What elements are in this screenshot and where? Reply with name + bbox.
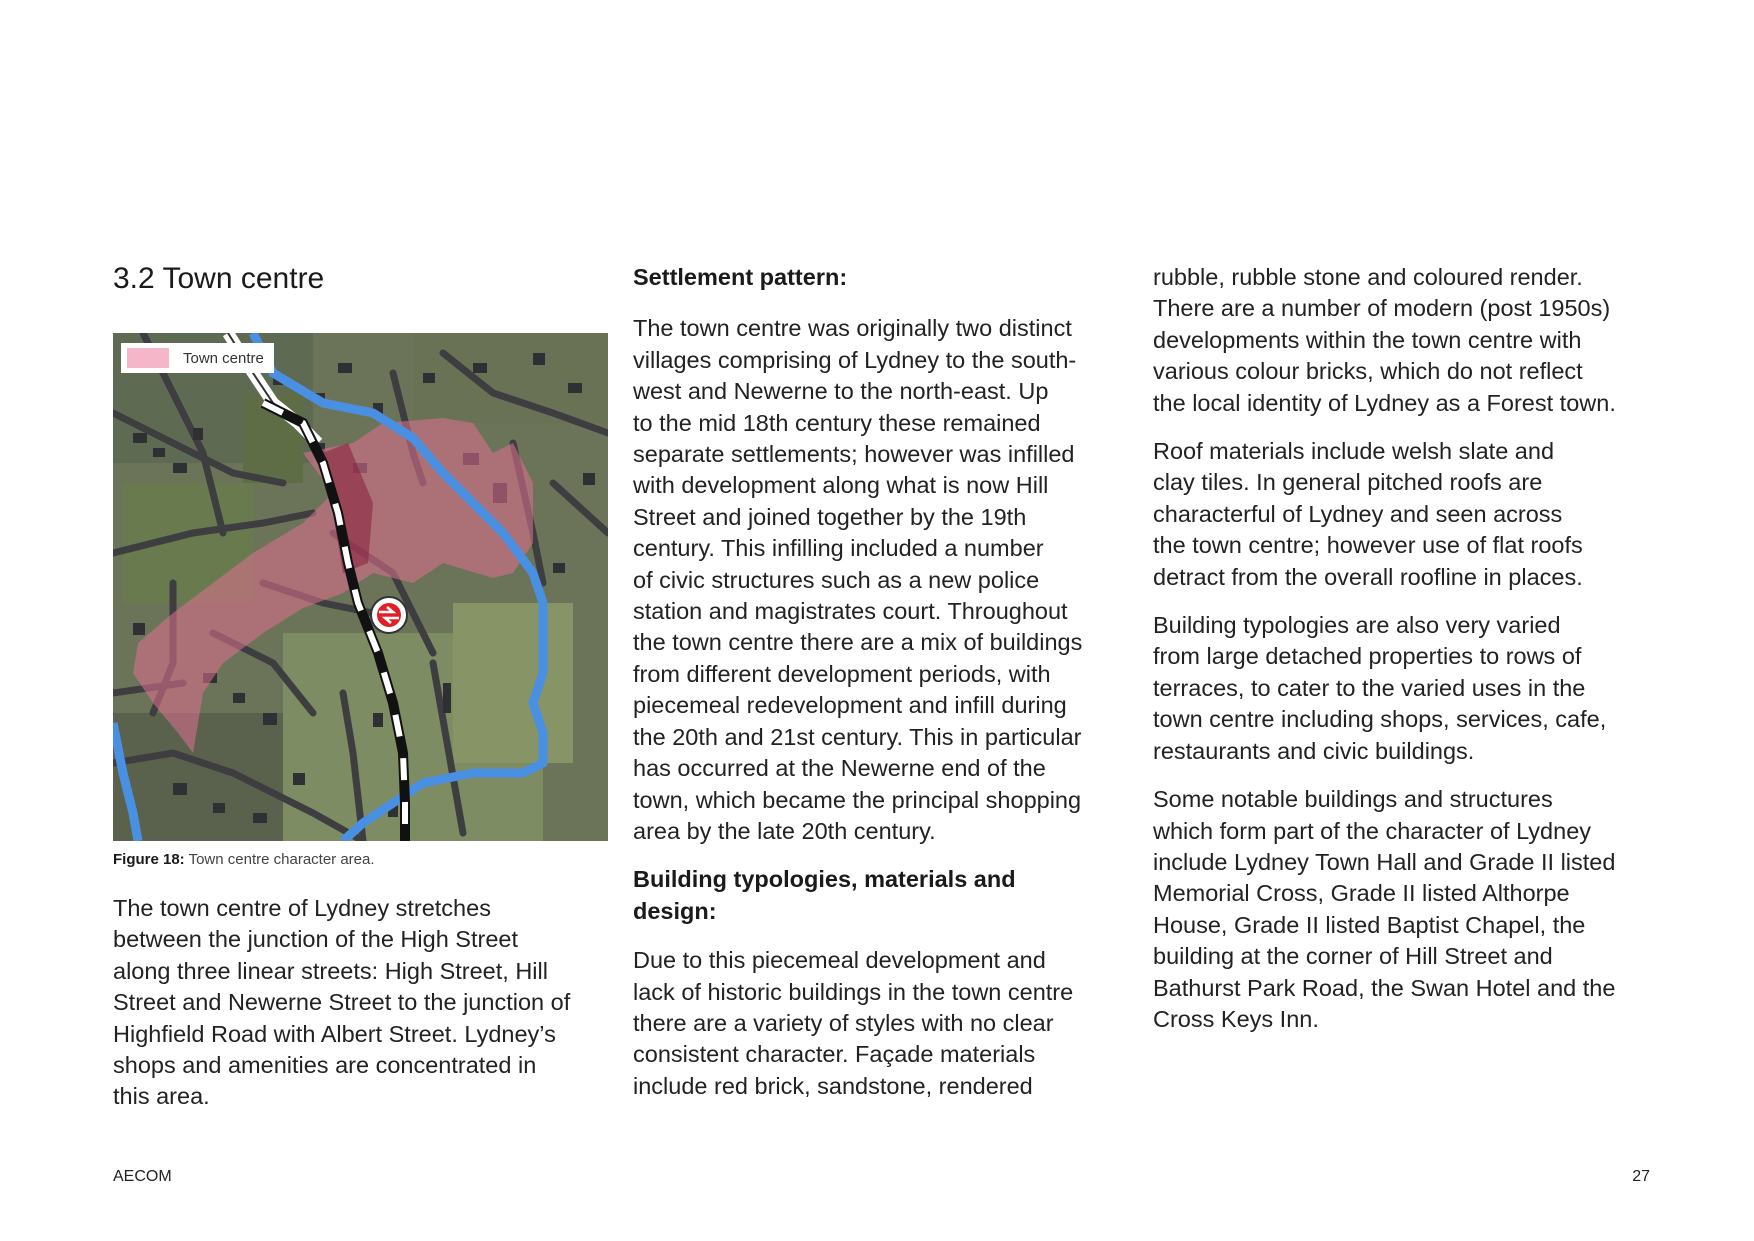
column-2: [633, 262, 1133, 1102]
figure-caption-label: Figure 18:: [113, 851, 185, 868]
legend-label: Town centre: [183, 349, 264, 367]
section-title: 3.2 Town centre: [113, 262, 325, 295]
figure-caption-text: Town centre character area.: [188, 851, 375, 868]
footer-publisher: AECOM: [113, 1168, 172, 1185]
notable-buildings-paragraph: Some notable buildings and structures which form part of the character of Lydney include Lydney Town Hall and Grade II listed Memorial Cross, Grade II listed Althorpe House, Grade II listed Baptist Chapel, the building at the corner of Hill Street and Bathurst Park Road, the Swan Hotel and the Cross Keys Inn.: [1153, 786, 1616, 1032]
materials-paragraph: rubble, rubble stone and coloured render. There are a number of modern (post 1950s) developments within the town centre with various colour bricks, which do not reflect the local identity of Lydney as a Forest town.: [1153, 264, 1616, 416]
column-3: [1153, 262, 1713, 1035]
settlement-pattern-heading: Settlement pattern:: [633, 264, 848, 290]
town-centre-map: [113, 333, 608, 841]
aerial-map-image: [113, 333, 608, 841]
settlement-pattern-paragraph: The town centre was originally two distinct villages comprising of Lydney to the south- west and Newerne to the north-east. Up to the mid 18th century these remained separate settlements; however was infilled with development along what is now Hill Street and joined together by the 19th century. This infilling included a number of civic structures such as a new police station and magistrates court. Throughout the town centre there are a mix of buildings from different development periods, with piecemeal redevelopment and infill during the 20th and 21st century. This in particular has occurred at the Newerne end of the town, which became the principal shopping area by the late 20th century.: [633, 315, 1083, 844]
building-typologies-heading: Building typologies, materials and design:: [633, 866, 1016, 924]
national-rail-icon: [371, 597, 407, 633]
building-typologies-paragraph: Due to this piecemeal development and lack of historic buildings in the town centre there are a variety of styles with no clear consistent character. Façade materials include red brick, sandstone, rendered: [633, 947, 1074, 1099]
legend-swatch: [127, 348, 169, 368]
map-legend: [121, 343, 274, 373]
roof-materials-paragraph: Roof materials include welsh slate and clay tiles. In general pitched roofs are characterful of Lydney and seen across the town centre; however use of flat roofs detract from the overall roofline in places.: [1153, 438, 1583, 590]
intro-paragraph: The town centre of Lydney stretches between the junction of the High Street along three linear streets: High Street, Hill Street and Newerne Street to the junction of Highfield Road with Albert Street. Lydney’s shops and amenities are concentrated in this area.: [113, 895, 571, 1110]
figure-caption: [113, 851, 613, 868]
page-number: 27: [1632, 1168, 1650, 1185]
building-typologies-variety-paragraph: Building typologies are also very varied from large detached properties to rows of terraces, to cater to the varied uses in the town centre including shops, services, cafe, restaurants and civic buildings.: [1153, 612, 1607, 764]
